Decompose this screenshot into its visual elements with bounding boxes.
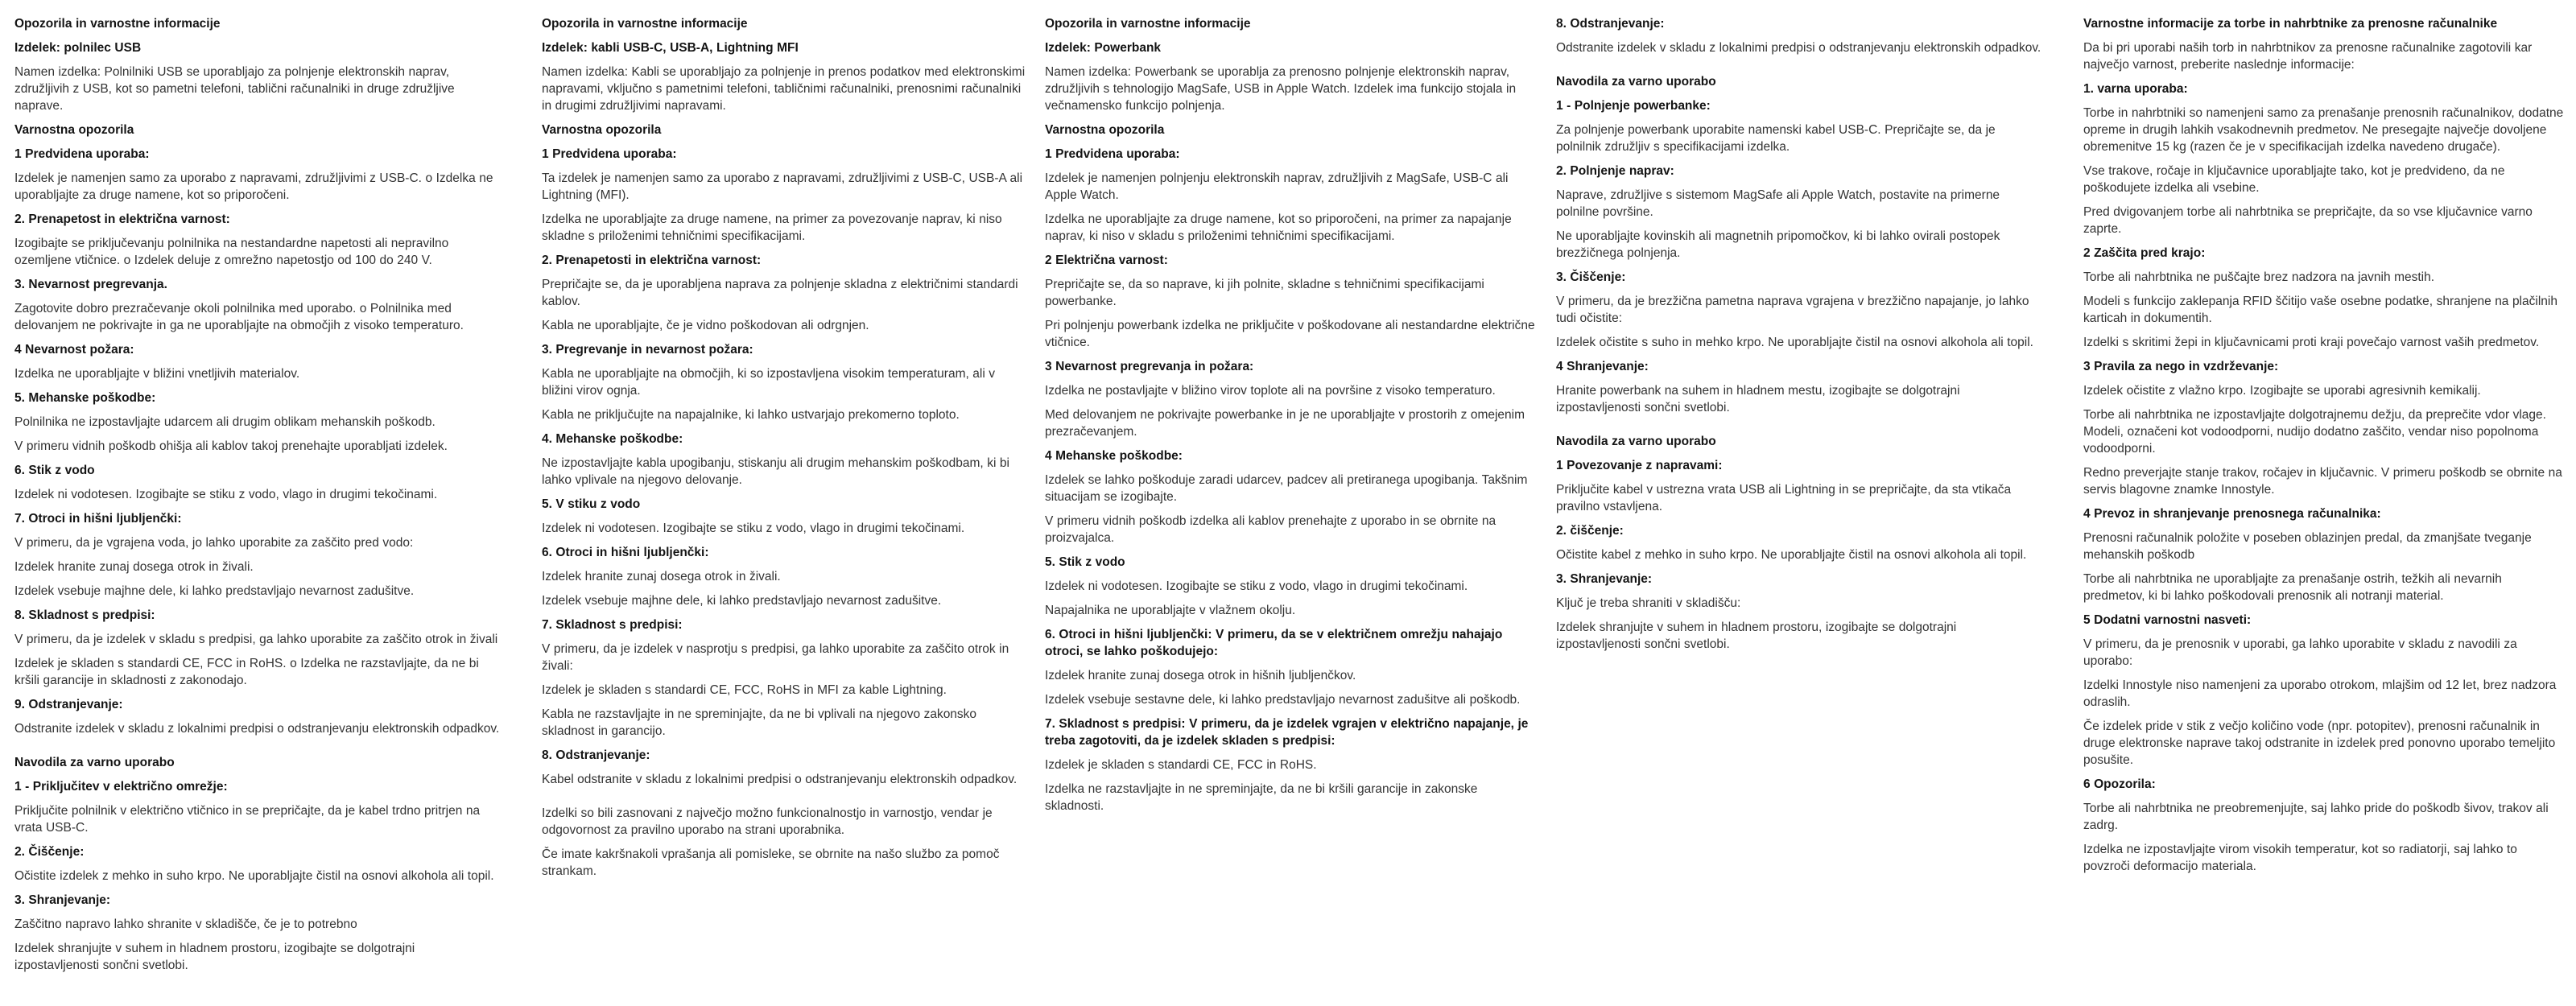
section-heading: 6. Otroci in hišni ljubljenčki: V primeru, da se v električnem omrežju nahajajo otroci, se lahko poškodujejo:	[1045, 628, 1503, 658]
paragraph: Izogibajte se priključevanju polnilnika na nestandardne napetosti ali nepravilno ozemljene vtičnice. o Izdelek deluje z omrežno napetostjo od 100 do 240 V.	[14, 237, 449, 267]
paragraph: Polnilnika ne izpostavljajte udarcem ali drugim oblikam mehanskih poškodb.	[14, 415, 436, 429]
section-heading: 5. Mehanske poškodbe:	[14, 391, 156, 405]
paragraph: Napajalnika ne uporabljajte v vlažnem okolju.	[1045, 604, 1296, 617]
section-heading: 4 Shranjevanje:	[1556, 360, 1649, 373]
section-heading: 6. Otroci in hišni ljubljenčki:	[542, 546, 709, 559]
paragraph: Da bi pri uporabi naših torb in nahrbtnikov za prenosne računalnike zagotovili kar največjo varnost, preberite naslednje informacije:	[2083, 41, 2533, 72]
paragraph: Zagotovite dobro prezračevanje okoli polnilnika med uporabo. o Polnilnika med delovanjem ne pokrivajte in ga ne uporabljajte na območjih z visoko temperaturo.	[14, 302, 464, 332]
section-heading: 3. Shranjevanje:	[1556, 572, 1653, 586]
section-heading: Izdelek: kabli USB-C, USB-A, Lightning MFI	[542, 41, 799, 55]
paragraph: Izdelek shranjujte v suhem in hladnem prostoru, izogibajte se dolgotrajni izpostavljenosti sončni svetlobi.	[1556, 621, 1957, 651]
paragraph: Kabel odstranite v skladu z lokalnimi predpisi o odstranjevanju elektronskih odpadkov.	[542, 773, 1018, 786]
paragraph: Izdelka ne razstavljajte in ne spreminjajte, da ne bi kršili garancije in zakonske skladnosti.	[1045, 782, 1478, 813]
paragraph: Izdelek je namenjen polnjenju elektronskih naprav, združljivih z MagSafe, USB-C ali Apple Watch.	[1045, 171, 1509, 202]
paragraph: V primeru vidnih poškodb izdelka ali kablov prenehajte z uporabo in se obrnite na proizvajalca.	[1045, 514, 1496, 545]
paragraph: Namen izdelka: Polnilniki USB se uporabljajo za polnjenje elektronskih naprav, združljivih z USB, kot so pametni telefoni, tablični računalniki in druge združljive naprave.	[14, 65, 455, 113]
section-heading: 2 Zaščita pred krajo:	[2083, 246, 2206, 260]
paragraph: Modeli s funkcijo zaklepanja RFID ščitijo vaše osebne podatke, shranjene na plačilnih karticah in dokumentih.	[2083, 295, 2557, 325]
paragraph: Za polnjenje powerbank uporabite namenski kabel USB-C. Prepričajte se, da je polnilnik združljiv s specifikacijami izdelka.	[1556, 123, 1996, 154]
section-heading: 1. varna uporaba:	[2083, 82, 2188, 96]
paragraph: Izdelek hranite zunaj dosega otrok in hišnih ljubljenčkov.	[1045, 669, 1356, 682]
paragraph: Kabla ne uporabljajte na območjih, ki so izpostavljena visokim temperaturam, ali v bližini virov ognja.	[542, 367, 996, 398]
section-heading: 1 Predvidena uporaba:	[14, 147, 150, 161]
section-heading: 3. Nevarnost pregrevanja.	[14, 278, 167, 291]
section-heading: 2. Polnjenje naprav:	[1556, 164, 1674, 178]
paragraph: Če izdelek pride v stik z večjo količino vode (npr. potopitev), prenosni računalnik in druge elektronske naprave takoj odstranite in izdelek pred ponovno uporabo temeljito posušite.	[2083, 719, 2556, 767]
column-cables-warnings	[542, 15, 1028, 887]
paragraph: Izdelek vsebuje sestavne dele, ki lahko predstavljajo nevarnost zadušitve ali poškodb.	[1045, 693, 1521, 707]
paragraph: Vse trakove, ročaje in ključavnice uporabljajte tako, kot je predvideno, da ne poškodujete izdelka ali vsebine.	[2083, 164, 2505, 195]
section-heading: 6. Stik z vodo	[14, 464, 95, 477]
paragraph: Izdelek vsebuje majhne dele, ki lahko predstavljajo nevarnost zadušitve.	[542, 594, 942, 608]
section-heading: 1 Predvidena uporaba:	[542, 147, 677, 161]
section-heading: Izdelek: polnilec USB	[14, 41, 142, 55]
paragraph: Torbe in nahrbtniki so namenjeni samo za prenašanje prenosnih računalnikov, dodatne opreme in drugih lahkih vsakodnevnih predmetov. Ne presegajte največje dovoljene obremenitve 15 kg (razen če je v specifikacijah izdelka navedeno drugače).	[2083, 106, 2564, 154]
section-heading: 5. V stiku z vodo	[542, 497, 641, 511]
paragraph: Kabla ne priključujte na napajalnike, ki lahko ustvarjajo prekomerno toploto.	[542, 408, 960, 422]
section-heading: Izdelek: Powerbank	[1045, 41, 1162, 55]
section-heading: 7. Otroci in hišni ljubljenčki:	[14, 512, 182, 526]
paragraph: Izdelki s skritimi žepi in ključavnicami proti kraji povečajo varnost vaših predmetov.	[2083, 336, 2540, 349]
paragraph: Če imate kakršnakoli vprašanja ali pomisleke, se obrnite na našo službo za pomoč strankam.	[542, 847, 1000, 878]
section-heading: Varnostna opozorila	[1045, 123, 1165, 137]
column-usb-charger-warnings	[14, 15, 501, 981]
section-heading: 1 Predvidena uporaba:	[1045, 147, 1180, 161]
section-heading: 2. Prenapetosti in električna varnost:	[542, 254, 762, 267]
paragraph: Izdelka ne izpostavljajte virom visokih temperatur, kot so radiatorji, saj lahko to povzroči deformacijo materiala.	[2083, 843, 2517, 873]
paragraph: Prepričajte se, da so naprave, ki jih polnite, skladne s tehničnimi specifikacijami powerbanke.	[1045, 278, 1484, 308]
paragraph: Izdelek ni vodotesen. Izogibajte se stiku z vodo, vlago in drugimi tekočinami.	[1045, 579, 1468, 593]
section-heading: 3. Pregrevanje in nevarnost požara:	[542, 343, 753, 357]
paragraph: Torbe ali nahrbtnika ne preobremenjujte, saj lahko pride do poškodb šivov, trakov ali zadrg.	[2083, 802, 2549, 832]
section-heading: 2. čiščenje:	[1556, 524, 1624, 538]
paragraph: Torbe ali nahrbtnika ne izpostavljajte dolgotrajnemu dežju, da preprečite vdor vlage. Modeli, označeni kot vodoodporni, nudijo dodatno zaščito, vendar niso popolnoma vodoodporni.	[2083, 408, 2546, 456]
paragraph: Pred dvigovanjem torbe ali nahrbtnika se prepričajte, da so vse ključavnice varno zaprte.	[2083, 205, 2533, 236]
section-heading: 7. Skladnost s predpisi: V primeru, da je izdelek vgrajen v električno napajanje, je treba zagotoviti, da je izdelek skladen s predpisi:	[1045, 717, 1529, 748]
paragraph: Ta izdelek je namenjen samo za uporabo z napravami, združljivimi z USB-C, USB-A ali Lightning (MFI).	[542, 171, 1023, 202]
paragraph: Pri polnjenju powerbank izdelka ne priključite v poškodovane ali nestandardne električne vtičnice.	[1045, 319, 1535, 349]
paragraph: Izdelka ne postavljajte v bližino virov toplote ali na površine z visoko temperaturo.	[1045, 384, 1496, 398]
section-heading: 3 Pravila za nego in vzdrževanje:	[2083, 360, 2279, 373]
paragraph: Izdelek je skladen s standardi CE, FCC, RoHS in MFI za kable Lightning.	[542, 683, 947, 697]
paragraph: Izdelek očistite z vlažno krpo. Izogibajte se uporabi agresivnih kemikalij.	[2083, 384, 2481, 398]
paragraph: Izdelek hranite zunaj dosega otrok in živali.	[14, 560, 254, 574]
paragraph: Izdelek ni vodotesen. Izogibajte se stiku z vodo, vlago in drugimi tekočinami.	[542, 522, 965, 535]
paragraph: Izdelki so bili zasnovani z največjo možno funkcionalnostjo in varnostjo, vendar je odgovornost za pravilno uporabo na strani uporabnika.	[542, 806, 993, 837]
section-heading: 3. Čiščenje:	[1556, 270, 1626, 284]
paragraph: Namen izdelka: Powerbank se uporablja za prenosno polnjenje elektronskih naprav, združljivih s tehnologijo MagSafe, USB in Apple Watch. Izdelek ima funkcijo stojala in večnamensko funkcijo polnjenja.	[1045, 65, 1517, 113]
section-heading: 1 - Polnjenje powerbanke:	[1556, 99, 1711, 113]
paragraph: Izdelek je skladen s standardi CE, FCC in RoHS. o Izdelka ne razstavljajte, da ne bi kršili garancije in skladnosti z zakonodajo.	[14, 657, 479, 687]
paragraph: Odstranite izdelek v skladu z lokalnimi predpisi o odstranjevanju elektronskih odpadkov.	[1556, 41, 2041, 55]
section-heading: 8. Skladnost s predpisi:	[14, 608, 155, 622]
section-heading: Varnostna opozorila	[14, 123, 134, 137]
section-heading: 2. Čiščenje:	[14, 845, 85, 859]
paragraph: Očistite izdelek z mehko in suho krpo. Ne uporabljajte čistil na osnovi alkohola ali topil.	[14, 869, 494, 883]
section-heading: Navodila za varno uporabo	[1556, 435, 1716, 448]
paragraph: Izdelek ni vodotesen. Izogibajte se stiku z vodo, vlago in drugimi tekočinami.	[14, 488, 438, 501]
paragraph: Kabla ne uporabljajte, če je vidno poškodovan ali odrgnjen.	[542, 319, 869, 332]
paragraph: Prenosni računalnik položite v poseben oblazinjen predal, da zmanjšate tveganje mehanskih poškodb	[2083, 531, 2532, 562]
paragraph: Namen izdelka: Kabli se uporabljajo za polnjenje in prenos podatkov med elektronskimi napravami, vključno s pametnimi telefoni, tabličnimi računalniki, prenosnimi računalniki in drugimi združljivimi napravami.	[542, 65, 1026, 113]
section-heading: 8. Odstranjevanje:	[1556, 17, 1665, 31]
paragraph: Očistite kabel z mehko in suho krpo. Ne uporabljajte čistil na osnovi alkohola ali topil.	[1556, 548, 2027, 562]
paragraph: Hranite powerbank na suhem in hladnem mestu, izogibajte se dolgotrajni izpostavljenosti sončni svetlobi.	[1556, 384, 1960, 414]
section-heading: 2. Prenapetost in električna varnost:	[14, 212, 230, 226]
paragraph: Izdelki Innostyle niso namenjeni za uporabo otrokom, mlajšim od 12 let, brez nadzora odraslih.	[2083, 678, 2557, 709]
paragraph: Izdelek hranite zunaj dosega otrok in živali.	[542, 570, 781, 583]
column-powerbank-cables-usage	[1556, 15, 2042, 660]
paragraph: Torbe ali nahrbtnika ne puščajte brez nadzora na javnih mestih.	[2083, 270, 2435, 284]
paragraph: Izdelek je skladen s standardi CE, FCC in RoHS.	[1045, 758, 1317, 772]
paragraph: Odstranite izdelek v skladu z lokalnimi predpisi o odstranjevanju elektronskih odpadkov.	[14, 722, 500, 736]
paragraph: Izdelek se lahko poškoduje zaradi udarcev, padcev ali pretiranega upogibanja. Takšnim situacijam se izogibajte.	[1045, 473, 1528, 504]
paragraph: Zaščitno napravo lahko shranite v skladišče, če je to potrebno	[14, 917, 357, 931]
paragraph: Izdelka ne uporabljajte za druge namene, na primer za povezovanje naprav, ki niso skladne s priloženimi tehničnimi specifikacijami.	[542, 212, 1002, 243]
column-powerbank-warnings	[1045, 15, 1539, 822]
paragraph: Priključite kabel v ustrezna vrata USB ali Lightning in se prepričajte, da sta vtikača pravilno vstavljena.	[1556, 483, 2012, 513]
section-heading: Navodila za varno uporabo	[14, 756, 175, 769]
paragraph: Izdelek shranjujte v suhem in hladnem prostoru, izogibajte se dolgotrajni izpostavljenosti sončni svetlobi.	[14, 942, 415, 972]
section-heading: Varnostna opozorila	[542, 123, 662, 137]
paragraph: Priključite polnilnik v električno vtičnico in se prepričajte, da je kabel trdno pritrjen na vrata USB-C.	[14, 804, 481, 835]
section-heading: 5 Dodatni varnostni nasveti:	[2083, 613, 2252, 627]
section-heading: 3 Nevarnost pregrevanja in požara:	[1045, 360, 1254, 373]
paragraph: Med delovanjem ne pokrivajte powerbanke in je ne uporabljajte v prostorih z omejenim prezračevanjem.	[1045, 408, 1525, 439]
document-title: Opozorila in varnostne informacije	[542, 17, 748, 31]
paragraph: Izdelek vsebuje majhne dele, ki lahko predstavljajo nevarnost zadušitve.	[14, 584, 415, 598]
document-title: Varnostne informacije za torbe in nahrbtnike za prenosne računalnike	[2083, 17, 2498, 31]
section-heading: Navodila za varno uporabo	[1556, 75, 1716, 89]
section-heading: 8. Odstranjevanje:	[542, 748, 650, 762]
paragraph: Naprave, združljive s sistemom MagSafe ali Apple Watch, postavite na primerne polnilne površine.	[1556, 188, 2000, 219]
paragraph: Ključ je treba shraniti v skladišču:	[1556, 596, 1741, 610]
paragraph: Ne uporabljajte kovinskih ali magnetnih pripomočkov, ki bi lahko ovirali postopek brezžičnega polnjenja.	[1556, 229, 2000, 260]
paragraph: Izdelek očistite s suho in mehko krpo. Ne uporabljajte čistil na osnovi alkohola ali topil.	[1556, 336, 2033, 349]
paragraph: Izdelka ne uporabljajte za druge namene, kot so priporočeni, na primer za napajanje naprav, ki niso v skladu s priloženimi tehničnimi specifikacijami.	[1045, 212, 1512, 243]
paragraph: Ne izpostavljajte kabla upogibanju, stiskanju ali drugim mehanskim poškodbam, ki bi lahko vplivale na njegovo delovanje.	[542, 456, 1009, 487]
section-heading: 1 Povezovanje z napravami:	[1556, 459, 1723, 472]
paragraph: V primeru, da je vgrajena voda, jo lahko uporabite za zaščito pred vodo:	[14, 536, 414, 550]
column-laptop-bags-safety	[2083, 15, 2565, 882]
paragraph: V primeru vidnih poškodb ohišja ali kablov takoj prenehajte uporabljati izdelek.	[14, 439, 448, 453]
section-heading: 2 Električna varnost:	[1045, 254, 1168, 267]
section-heading: 6 Opozorila:	[2083, 777, 2156, 791]
paragraph: V primeru, da je izdelek v skladu s predpisi, ga lahko uporabite za zaščito otrok in živali	[14, 633, 498, 646]
paragraph: V primeru, da je izdelek v nasprotju s predpisi, ga lahko uporabite za zaščito otrok in živali:	[542, 642, 1009, 673]
paragraph: Torbe ali nahrbtnika ne uporabljajte za prenašanje ostrih, težkih ali nevarnih predmetov, ki bi lahko poškodovali prenosnik ali notranji material.	[2083, 572, 2502, 603]
section-heading: 4 Prevoz in shranjevanje prenosnega računalnika:	[2083, 507, 2381, 521]
paragraph: V primeru, da je brezžična pametna naprava vgrajena v brezžično napajanje, jo lahko tudi očistite:	[1556, 295, 2029, 325]
paragraph: Kabla ne razstavljajte in ne spreminjajte, da ne bi vplivali na njegovo zakonsko skladnost in garancijo.	[542, 707, 977, 738]
document-title: Opozorila in varnostne informacije	[14, 17, 221, 31]
paragraph: Redno preverjajte stanje trakov, ročajev in ključavnic. V primeru poškodb se obrnite na servis blagovne znamke Innostyle.	[2083, 466, 2562, 497]
section-heading: 1 - Priključitev v električno omrežje:	[14, 780, 228, 794]
section-heading: 7. Skladnost s predpisi:	[542, 618, 683, 632]
section-heading: 4 Mehanske poškodbe:	[1045, 449, 1183, 463]
section-heading: 4. Mehanske poškodbe:	[542, 432, 683, 446]
document-title: Opozorila in varnostne informacije	[1045, 17, 1251, 31]
section-heading: 5. Stik z vodo	[1045, 555, 1125, 569]
section-heading: 3. Shranjevanje:	[14, 893, 111, 907]
paragraph: Izdelek je namenjen samo za uporabo z napravami, združljivimi z USB-C. o Izdelka ne uporabljajte za druge namene, kot so priporočeni.	[14, 171, 493, 202]
section-heading: 4 Nevarnost požara:	[14, 343, 134, 357]
paragraph: Prepričajte se, da je uporabljena naprava za polnjenje skladna z električnimi standardi kablov.	[542, 278, 1018, 308]
paragraph: V primeru, da je prenosnik v uporabi, ga lahko uporabite v skladu z navodili za uporabo:	[2083, 637, 2517, 668]
paragraph: Izdelka ne uporabljajte v bližini vnetljivih materialov.	[14, 367, 300, 381]
section-heading: 9. Odstranjevanje:	[14, 698, 123, 711]
